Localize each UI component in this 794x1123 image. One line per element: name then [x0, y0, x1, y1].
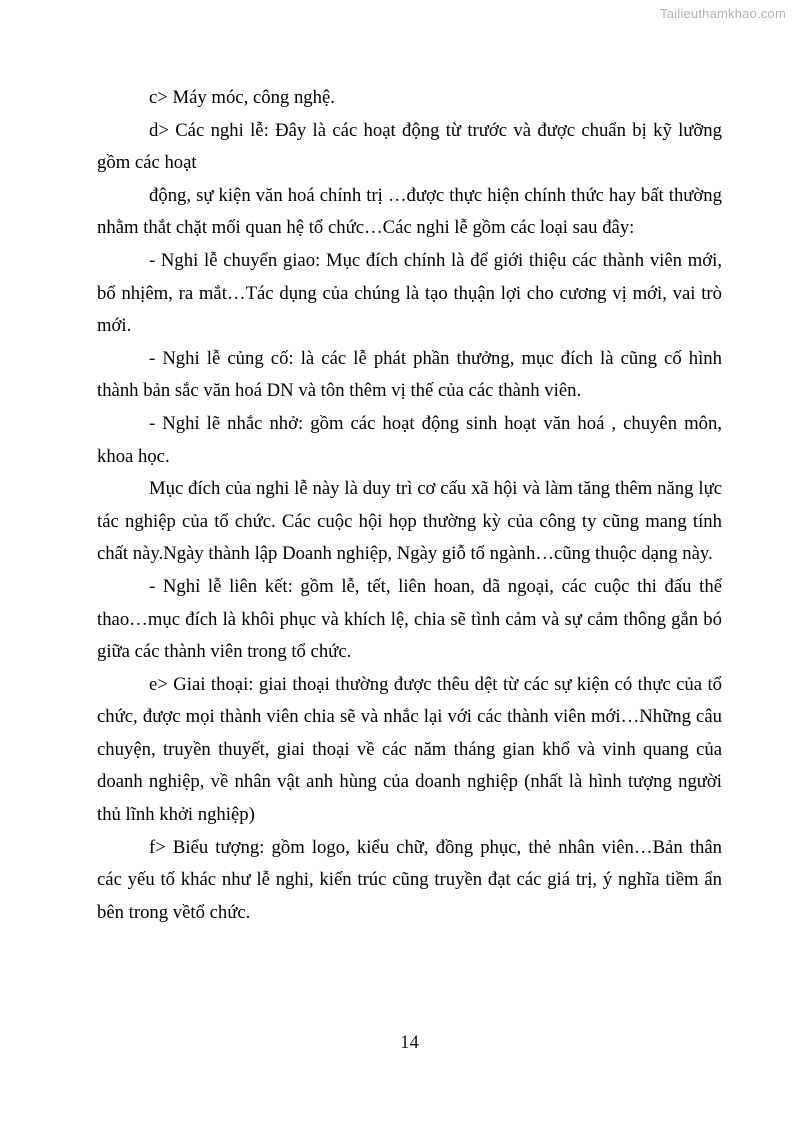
paragraph: - Nghi lễ chuyển giao: Mục đích chính là để giới thiệu các thành viên mới, bổ nhịêm, ra mắt…Tác dụng của chúng là tạo thụận lợi cho cương vị mới, vai trò mới. [97, 249, 722, 337]
paragraph: - Nghỉ lẽ nhắc nhở: gồm các hoạt động sinh hoạt văn hoá , chuyên môn, khoa học. [97, 412, 722, 467]
paragraph: Mục đích của nghi lễ này là duy trì cơ cấu xã hội và làm tăng thêm năng lực tác nghiệp của tổ chức. Các cuộc hội họp thường kỳ của công ty cũng mang tính chất này.Ngày thành lập Doanh nghiệp, Ngày giỗ tổ ngành…cũng thuộc dạng này. [97, 478, 722, 565]
paragraph: - Nghỉ lễ liên kết: gồm lễ, tết, liên hoan, dã ngoại, các cuộc thi đấu thể thao…mục đích là khôi phục và khích lệ, chia sẽ tình cảm và sự cảm thông gắn bó giữa các thành viên trong tổ chức. [97, 575, 722, 663]
paragraph: c> Máy móc, công nghệ. [149, 87, 335, 108]
paragraph: f> Biểu tượng: gồm logo, kiểu chữ, đồng phục, thẻ nhân viên…Bản thân các yếu tố khác như lễ nghi, kiến trúc cũng truyền đạt các giá trị, ý nghĩa tiềm ẩn bên trong vềtổ chức. [97, 836, 722, 923]
page-number: 14 [400, 1032, 419, 1053]
document-body [97, 82, 722, 929]
paragraph: động, sự kiện văn hoá chính trị …được thực hiện chính thức hay bất thường nhằm thắt chặt mối quan hệ tổ chức…Các nghi lễ gồm các loại sau đây: [97, 184, 722, 239]
paragraph: e> Giai thoại: giai thoại thường được thêu dệt từ các sự kiện có thực của tổ chức, được mọi thành viên chia sẽ và nhắc lại với các thành viên mới…Những câu chuyện, truyền thuyết, giai thoại về các năm tháng gian khổ và vinh quang của doanh nghiệp, về nhân vật anh hùng của doanh nghiệp (nhất là hình tượng người thủ lĩnh khởi nghiệp) [97, 673, 722, 826]
paragraph: - Nghi lễ củng cố: là các lễ phát phần thưởng, mục đích là cũng cố hình thành bản sắc văn hoá DN và tôn thêm vị thế của các thành viên. [97, 347, 722, 402]
watermark: Tailieuthamkhao.com [660, 6, 786, 21]
paragraph: d> Các nghi lễ: Đây là các hoạt động từ trước và được chuẩn bị kỹ lưỡng gồm các hoạt [97, 119, 722, 174]
